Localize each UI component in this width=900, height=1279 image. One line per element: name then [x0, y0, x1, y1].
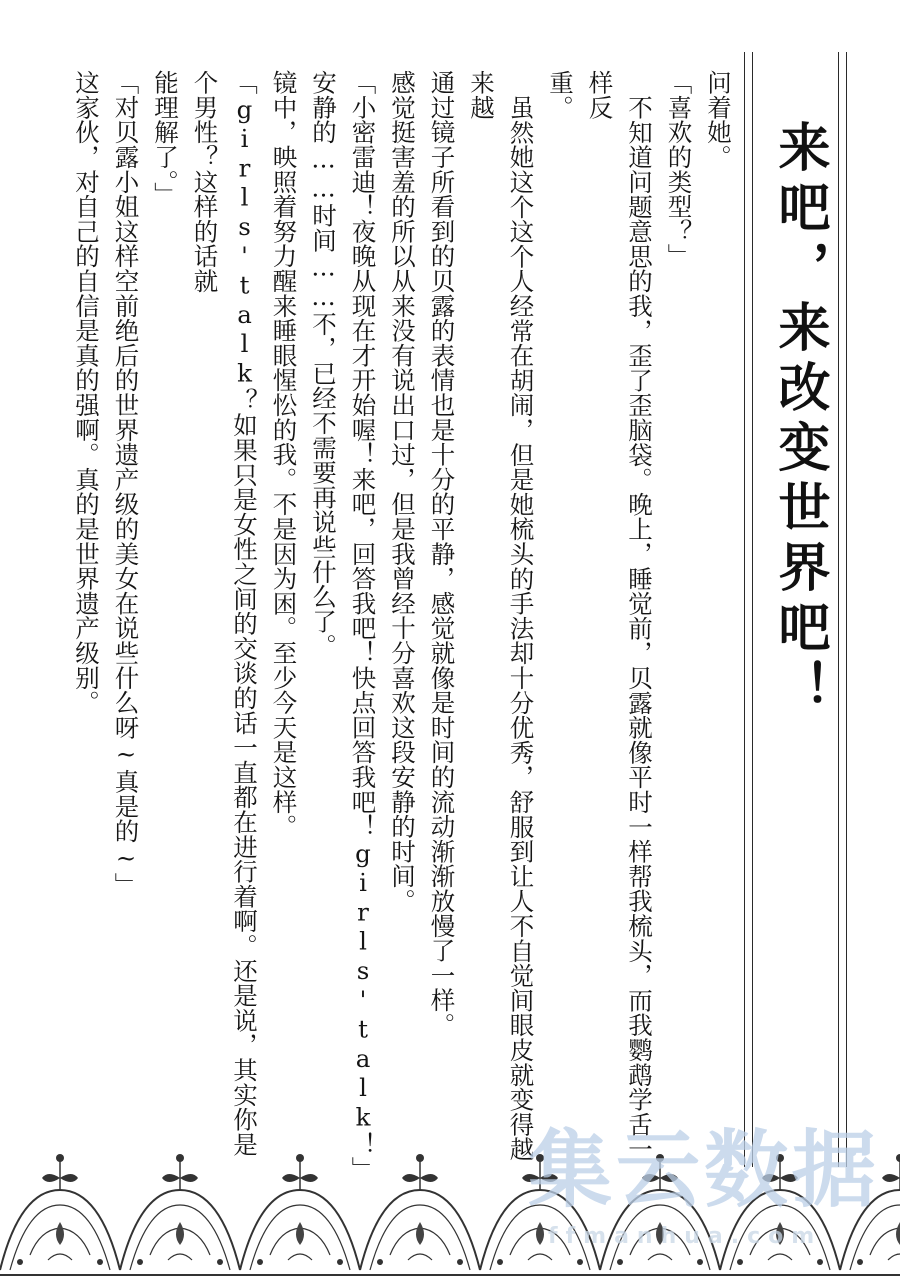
paragraph: 镜中，映照着努力醒来睡眼惺忪的我。不是因为困。至少今天是这样。	[269, 70, 299, 839]
decorative-ornament-band	[0, 1150, 900, 1279]
ornament-pattern	[0, 1154, 900, 1275]
watermark-text: 集云数据	[528, 1121, 881, 1219]
watermark-url: ffmanhua.com	[548, 1224, 823, 1249]
paragraph: 能理解了。」	[151, 70, 180, 207]
paragraph: 重。	[546, 70, 575, 120]
title-frame-rule	[846, 52, 847, 1167]
paragraph: 虽然她这个这个人经常在胡闹，但是她梳头的手法却十分优秀，舒服到让人不自觉间眼皮就变得越来越	[467, 70, 536, 1161]
paragraph: 不知道问题意思的我，歪了歪脑袋。晚上，睡觉前，贝露就像平时一样帮我梳头，而我鹦鹉学舌一样反	[585, 70, 654, 1161]
paragraph: 问着她。	[704, 70, 733, 170]
paragraph: 这家伙，对自己的自信是真的强啊。真的是世界遗产级别。	[72, 70, 101, 715]
chapter-title: 来吧，来改变世界吧！	[769, 120, 830, 720]
paragraph: 「girls'talk？如果只是女性之间的交谈的话一直都在进行着啊。还是说，其实你是个男性？这样的话就	[190, 70, 259, 1157]
paragraph: 安静的……时间……不，已经不需要再说些什么了。	[309, 70, 338, 659]
paragraph: 「小密雷迪！夜晚从现在才开始喔！来吧，回答我吧！快点回答我吧！girls'talk！」	[348, 70, 378, 1182]
title-frame-rule	[752, 52, 753, 1167]
paragraph: 「喜欢的类型？」	[664, 70, 694, 269]
title-frame-rule	[744, 52, 745, 1167]
paragraph: 通过镜子所看到的贝露的表情也是十分的平静，感觉就像是时间的流动渐渐放慢了一样。	[427, 70, 457, 1038]
paragraph: 「对贝露小姐这样空前绝后的世界遗产级的美女在说些什么呀~真是的~」	[111, 70, 141, 898]
paragraph: 感觉挺害羞的所以从来没有说出口过，但是我曾经十分喜欢这段安静的时间。	[388, 70, 417, 914]
body-text	[72, 70, 738, 1182]
